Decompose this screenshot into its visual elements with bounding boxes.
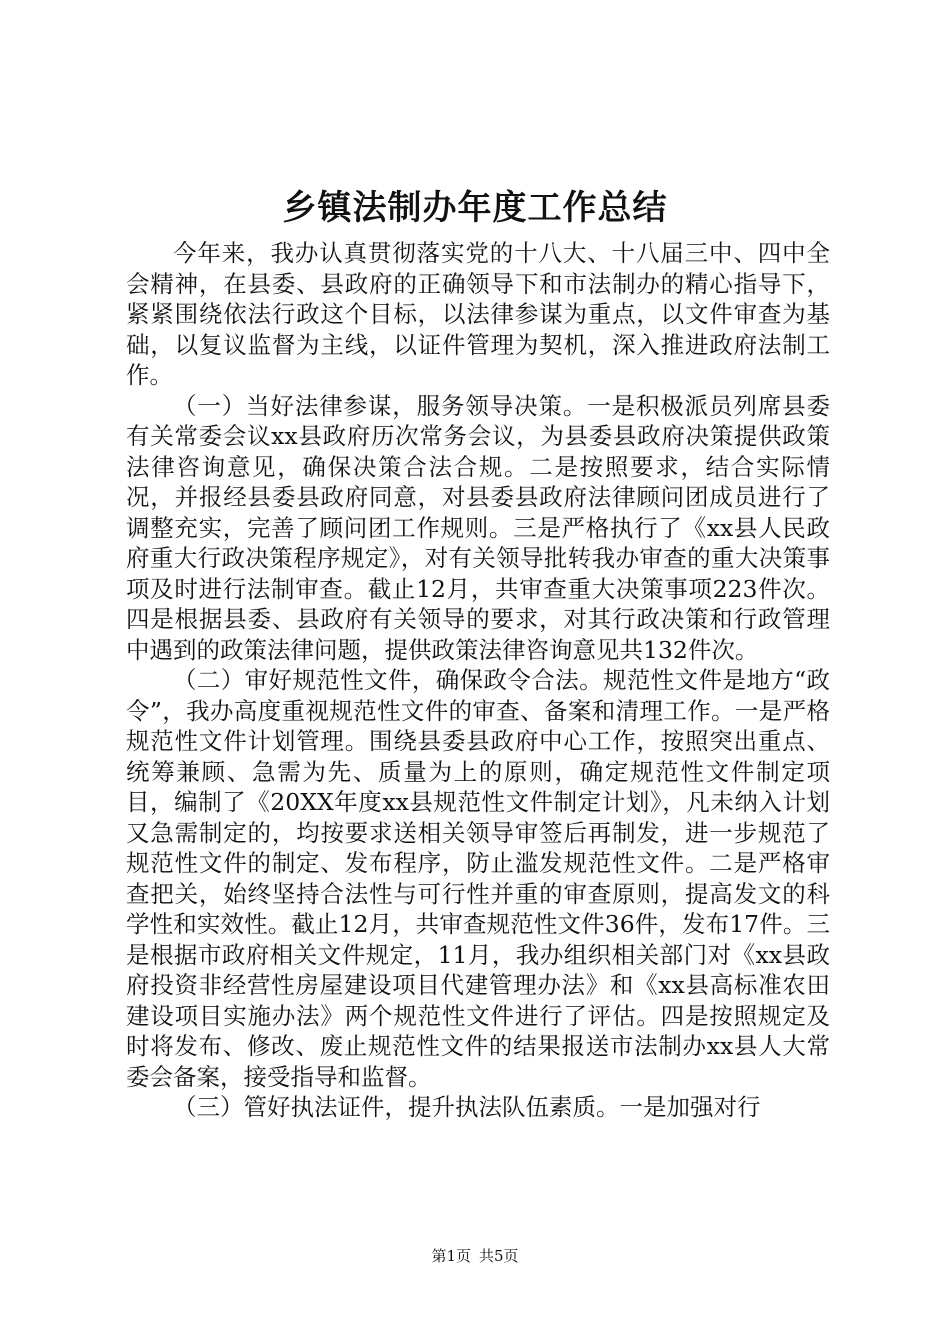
paragraph-section-1: （一）当好法律参谋，服务领导决策。一是积极派员列席县委有关常委会议xx县政府历次常务会议，为县委县政府决策提供政策法律咨询意见，确保决策合法合规。二是按照要求，结合实际情况，并报经县委县政府同意，对县委县政府法律顾问团成员进行了调整充实，完善了顾问团工作规则。三是严格执行了《xx县人民政府重大行政决策程序规定》，对有关领导批转我办审查的重大决策事项及时进行法制审查。截止12月，共审查重大决策事项223件次。四是根据县委、县政府有关领导的要求，对其行政决策和行政管理中遇到的政策法律问题，提供政策法律咨询意见共132件次。 [126, 391, 830, 664]
page-number-current: 第1页 [431, 1247, 471, 1265]
document-body [126, 238, 830, 1123]
paragraph-section-2: （二）审好规范性文件，确保政令合法。规范性文件是地方“政令”，我办高度重视规范性文件的审查、备案和清理工作。一是严格规范性文件计划管理。围绕县委县政府中心工作，按照突出重点、统筹兼顾、急需为先、质量为上的原则，确定规范性文件制定项目，编制了《20XX年度xx县规范性文件制定计划》，凡未纳入计划又急需制定的，均按要求送相关领导审签后再制发，进一步规范了规范性文件的制定、发布程序，防止滥发规范性文件。二是严格审查把关，始终坚持合法性与可行性并重的审查原则，提高发文的科学性和实效性。截止12月，共审查规范性文件36件，发布17件。三是根据市政府相关文件规定，11月，我办组织相关部门对《xx县政府投资非经营性房屋建设项目代建管理办法》和《xx县高标准农田建设项目实施办法》两个规范性文件进行了评估。四是按照规定及时将发布、修改、废止规范性文件的结果报送市法制办xx县人大常委会备案，接受指导和监督。 [126, 666, 830, 1091]
page-footer [0, 1246, 950, 1266]
page-number-total: 共5页 [479, 1247, 519, 1265]
page-title: 乡镇法制办年度工作总结 [282, 188, 668, 228]
paragraph-section-3: （三）管好执法证件，提升执法队伍素质。一是加强对行 [173, 1093, 761, 1121]
paragraph-intro: 今年来，我办认真贯彻落实党的十八大、十八届三中、四中全会精神，在县委、县政府的正确领导下和市法制办的精心指导下，紧紧围绕依法行政这个目标，以法律参谋为重点，以文件审查为基础，以复议监督为主线，以证件管理为契机，深入推进政府法制工作。 [126, 239, 830, 389]
